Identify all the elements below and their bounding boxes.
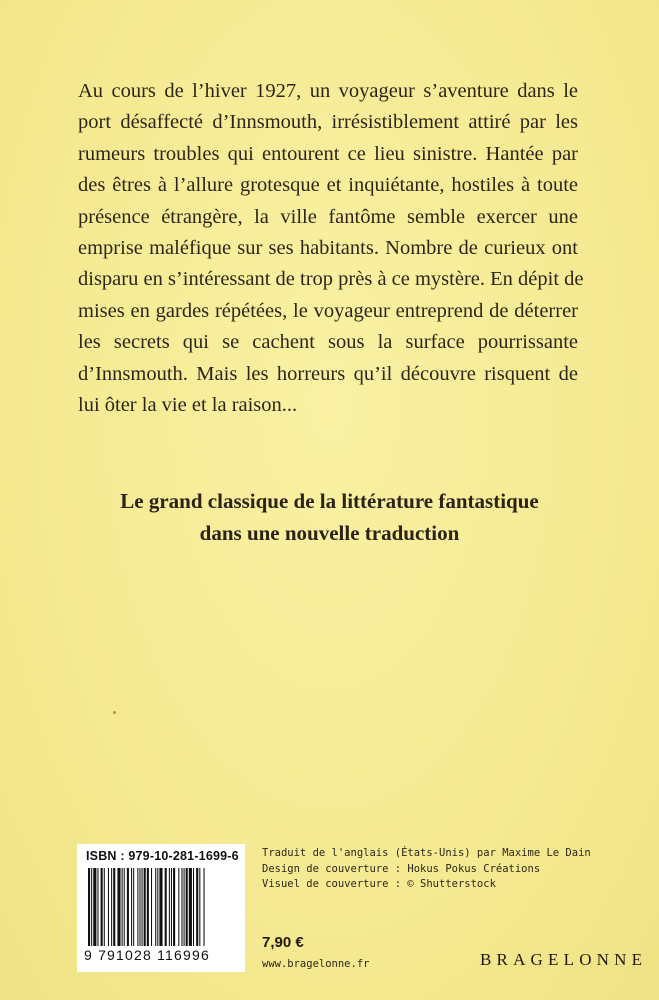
credits [262,846,591,893]
synopsis-line: d’Innsmouth. Mais les horreurs qu’il découvre risquent de [78,362,578,385]
synopsis-line: les secrets qui se cachent sous la surface pourrissante [78,331,578,354]
translation-credit: Traduit de l'anglais (États-Unis) par Maxime Le Dain [262,847,591,859]
tagline-line-1: Le grand classique de la littérature fantastique [120,489,539,513]
cover-design-credit: Design de couverture : Hokus Pokus Créations [262,862,541,875]
synopsis-line: Au cours de l’hiver 1927, un voyageur s’aventure dans le [78,80,578,102]
price: 7,90 € [262,934,304,951]
synopsis-text [78,76,584,421]
print-speck [113,711,116,714]
synopsis-line: présence étrangère, la ville fantôme semble exercer une [78,205,578,228]
synopsis-line: port désaffecté d’Innsmouth, irrésistiblement attiré par les [78,111,578,134]
barcode-digits: 9 791028 116996 [84,947,210,963]
tagline [40,485,619,549]
synopsis-line: lui ôter la vie et la raison... [78,394,298,417]
isbn-label: ISBN : 979-10-281-1699-6 [86,849,239,863]
synopsis-line: mises en gardes répétées, le voyageur entreprend de déterrer [78,299,578,322]
publisher-logo: BRAGELONNE [480,950,648,969]
website-link[interactable]: www.bragelonne.fr [262,958,370,970]
synopsis-line: rumeurs troubles qui entourent ce lieu sinistre. Hantée par [78,142,578,165]
barcode-icon [86,868,236,948]
cover-visual-credit: Visuel de couverture : © Shutterstock [262,878,496,890]
synopsis-line: emprise maléfique sur ses habitants. Nombre de curieux ont [78,237,578,260]
tagline-line-2: dans une nouvelle traduction [199,521,460,545]
synopsis-line: des êtres à l’allure grotesque et inquiétante, hostiles à toute [78,174,578,197]
synopsis-line: disparu en s’intéressant de trop près à ce mystère. En dépit de [78,268,584,291]
